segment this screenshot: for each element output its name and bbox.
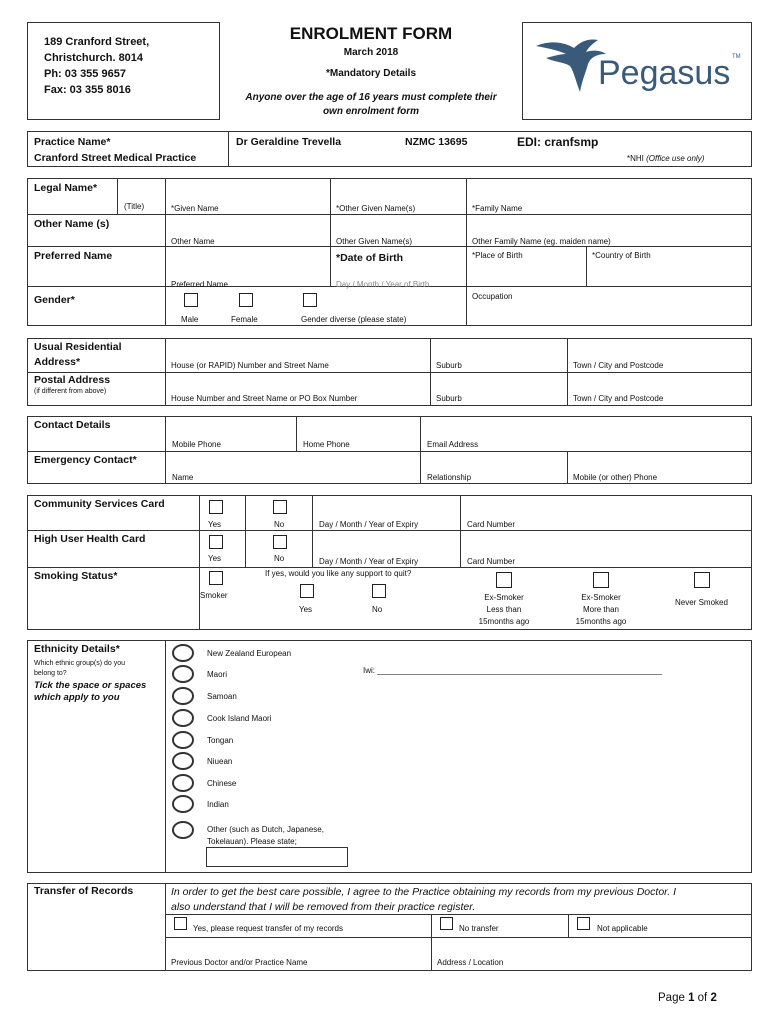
ethnicity-option-radio[interactable] xyxy=(172,644,194,662)
csc-yes-checkbox[interactable] xyxy=(209,500,223,514)
dob-field[interactable]: Day / Month / Year of Birth xyxy=(336,280,430,289)
page-of: of xyxy=(694,992,711,1004)
cards-row-line-2 xyxy=(27,567,752,568)
ethnicity-option-label: Chinese xyxy=(207,779,237,788)
page-total: 2 xyxy=(710,992,717,1004)
ethnicity-option-radio[interactable] xyxy=(172,687,194,705)
nzmc-number: NZMC 13695 xyxy=(405,136,468,148)
other-name-field[interactable]: Other Name xyxy=(171,237,215,246)
never-smoked-label: Never Smoked xyxy=(675,598,728,607)
postal-address-note: (if different from above) xyxy=(34,388,107,395)
ex-smoker-gt-label xyxy=(569,592,633,628)
transfer-yes-checkbox[interactable] xyxy=(174,917,187,930)
never-smoked-checkbox[interactable] xyxy=(694,572,710,588)
no-divider xyxy=(312,495,313,567)
email-divider xyxy=(420,416,421,484)
gender-diverse-label: Gender diverse (please state) xyxy=(301,315,407,324)
town-field[interactable]: Town / City and Postcode xyxy=(573,361,664,370)
address-line-1: 189 Cranford Street, xyxy=(44,36,150,48)
emergency-phone-field[interactable]: Mobile (or other) Phone xyxy=(573,473,658,482)
transfer-yes-label: Yes, please request transfer of my records xyxy=(193,924,343,933)
smoker-checkbox[interactable] xyxy=(209,571,223,585)
ethnicity-option-label: Samoan xyxy=(207,692,237,701)
huhc-yes-checkbox[interactable] xyxy=(209,535,223,549)
ethnicity-other-radio[interactable] xyxy=(172,821,194,839)
postal-house-field[interactable]: House Number and Street Name or PO Box Number xyxy=(171,394,358,403)
ethnicity-other-input[interactable] xyxy=(206,847,348,867)
page-current: 1 xyxy=(688,992,695,1004)
ethnicity-option-label: Cook Island Maori xyxy=(207,714,272,723)
address-line-3: Ph: 03 355 9657 xyxy=(44,68,126,80)
contact-details-label: Contact Details xyxy=(34,419,111,431)
cards-row-line-1 xyxy=(27,530,752,531)
transfer-opt-divider-2 xyxy=(568,914,569,937)
usual-address-line-2: Address* xyxy=(34,356,81,368)
contact-row-line xyxy=(27,451,752,452)
given-divider xyxy=(330,178,331,286)
previous-address-field[interactable]: Address / Location xyxy=(437,958,504,967)
ex-lt-line-2: Less than xyxy=(486,605,522,614)
family-name-field[interactable]: *Family Name xyxy=(472,204,523,213)
gender-label: Gender* xyxy=(34,294,75,306)
male-label: Male xyxy=(181,315,199,324)
huhc-card-number-field[interactable]: Card Number xyxy=(467,557,516,566)
transfer-na-label: Not applicable xyxy=(597,924,648,933)
ethnicity-option-radio[interactable] xyxy=(172,665,194,683)
csc-no-label: No xyxy=(274,520,285,529)
row-line-1 xyxy=(27,214,752,215)
ethnicity-option-label: New Zealand European xyxy=(207,649,292,658)
ethnicity-option-label: Tongan xyxy=(207,736,234,745)
ethnicity-option-radio[interactable] xyxy=(172,731,194,749)
ethnicity-option-radio[interactable] xyxy=(172,774,194,792)
form-title: ENROLMENT FORM xyxy=(289,24,453,43)
huhc-no-label: No xyxy=(274,554,285,563)
contact-divider xyxy=(165,416,166,484)
edi-code: EDI: cranfsmp xyxy=(517,135,599,149)
preferred-name-field[interactable]: Preferred Name xyxy=(171,280,228,289)
age-notice-line-2: own enrolment form xyxy=(322,106,420,117)
csc-no-checkbox[interactable] xyxy=(273,500,287,514)
ethnicity-question-line-2: belong to? xyxy=(34,670,67,677)
ethnicity-other-line-2: Tokelauan). Please state; xyxy=(207,837,297,846)
page-number xyxy=(658,992,717,1004)
ex-smoker-gt-checkbox[interactable] xyxy=(593,572,609,588)
logo-tm: TM xyxy=(732,54,741,60)
postal-address-label: Postal Address xyxy=(34,374,111,386)
ethnicity-option-label: Indian xyxy=(207,800,229,809)
transfer-text-line-2: also understand that I will be removed from their practice register. xyxy=(171,901,476,913)
preferred-name-label: Preferred Name xyxy=(34,250,113,262)
other-given-names-field[interactable]: *Other Given Name(s) xyxy=(336,204,416,213)
age-notice-line-1: Anyone over the age of 16 years must complete their xyxy=(245,92,497,103)
transfer-na-checkbox[interactable] xyxy=(577,917,590,930)
postal-suburb-field[interactable]: Suburb xyxy=(436,394,462,403)
huhc-label: High User Health Card xyxy=(34,533,146,545)
home-divider xyxy=(296,416,297,451)
country-of-birth-field[interactable]: *Country of Birth xyxy=(592,251,651,260)
ethnicity-other-label xyxy=(207,824,324,848)
iwi-field[interactable]: Iwi: ________________________________________________________________ xyxy=(363,666,662,675)
title-field[interactable]: (Title) xyxy=(124,202,145,211)
other-family-field[interactable]: Other Family Name (eg. maiden name) xyxy=(472,237,611,246)
transfer-no-label: No transfer xyxy=(459,924,499,933)
dob-label: *Date of Birth xyxy=(336,252,404,264)
address-line-4: Fax: 03 355 8016 xyxy=(44,84,131,96)
female-checkbox[interactable] xyxy=(239,293,253,307)
nhi-text: *NHI xyxy=(627,154,644,163)
ex-smoker-lt-checkbox[interactable] xyxy=(496,572,512,588)
country-divider xyxy=(586,246,587,286)
ethnicity-option-radio[interactable] xyxy=(172,709,194,727)
ethnicity-divider xyxy=(165,640,166,873)
ex-gt-line-2: More than xyxy=(582,605,620,614)
smoker-label: Smoker xyxy=(200,591,228,600)
ex-gt-line-3: 15months ago xyxy=(575,617,627,626)
ethnicity-label: Ethnicity Details* xyxy=(34,643,120,655)
quit-support-question: If yes, would you like any support to quit? xyxy=(265,569,412,578)
practice-name-value: Cranford Street Medical Practice xyxy=(34,152,197,164)
suburb-field[interactable]: Suburb xyxy=(436,361,462,370)
age-notice xyxy=(220,91,522,119)
ethnicity-instruction-line-2: which apply to you xyxy=(34,692,120,703)
csc-expiry-field[interactable]: Day / Month / Year of Expiry xyxy=(319,520,419,529)
yes-divider xyxy=(245,495,246,567)
cards-divider xyxy=(199,495,200,630)
legal-name-label: Legal Name* xyxy=(34,182,98,194)
emergency-contact-label: Emergency Contact* xyxy=(34,454,137,466)
personal-divider xyxy=(165,178,166,326)
huhc-yes-label: Yes xyxy=(208,554,222,563)
other-given-field[interactable]: Other Given Name(s) xyxy=(336,237,413,246)
ethnicity-option-radio[interactable] xyxy=(172,795,194,813)
quit-yes-checkbox[interactable] xyxy=(300,584,314,598)
email-field[interactable]: Email Address xyxy=(427,440,479,449)
nhi-label xyxy=(627,154,704,163)
transfer-opt-divider-1 xyxy=(431,914,432,971)
ethnicity-instruction-line-1: Tick the space or spaces xyxy=(34,680,147,691)
occupation-field[interactable]: Occupation xyxy=(472,292,513,301)
given-name-field[interactable]: *Given Name xyxy=(171,204,219,213)
logo-text: Pegasus xyxy=(598,54,731,92)
transfer-divider xyxy=(165,883,166,971)
postal-town-field[interactable]: Town / City and Postcode xyxy=(573,394,664,403)
ethnicity-question-line-1: Which ethnic group(s) do you xyxy=(34,660,126,667)
female-label: Female xyxy=(231,315,258,324)
usual-address-line-1: Usual Residential xyxy=(34,341,122,353)
ethnicity-other-line-1: Other (such as Dutch, Japanese, xyxy=(207,825,324,834)
ethnicity-option-label: Niuean xyxy=(207,757,233,766)
transfer-no-checkbox[interactable] xyxy=(440,917,453,930)
quit-yes-label: Yes xyxy=(299,605,313,614)
csc-label: Community Services Card xyxy=(34,498,165,510)
huhc-no-checkbox[interactable] xyxy=(273,535,287,549)
transfer-row-line-2 xyxy=(165,937,752,938)
ethnicity-option-label: Maori xyxy=(207,670,228,679)
previous-doctor-field[interactable]: Previous Doctor and/or Practice Name xyxy=(171,958,308,967)
place-of-birth-field[interactable]: *Place of Birth xyxy=(472,251,523,260)
ex-lt-line-1: Ex-Smoker xyxy=(484,593,524,602)
emergency-name-field[interactable]: Name xyxy=(172,473,194,482)
row-line-2 xyxy=(27,246,752,247)
form-date: March 2018 xyxy=(343,47,399,58)
ex-smoker-lt-label xyxy=(472,592,536,628)
other-names-label: Other Name (s) xyxy=(34,218,110,230)
ex-gt-line-1: Ex-Smoker xyxy=(581,593,621,602)
ethnicity-question xyxy=(34,659,125,679)
gender-diverse-checkbox[interactable] xyxy=(303,293,317,307)
quit-no-label: No xyxy=(372,605,383,614)
page-prefix: Page xyxy=(658,992,689,1004)
practice-address xyxy=(44,34,149,98)
csc-yes-label: Yes xyxy=(208,520,222,529)
ex-lt-line-3: 15months ago xyxy=(478,617,530,626)
male-checkbox[interactable] xyxy=(184,293,198,307)
address-row-line xyxy=(27,372,752,373)
home-phone-field[interactable]: Home Phone xyxy=(303,440,350,449)
practice-divider xyxy=(228,131,229,167)
nhi-note: (Office use only) xyxy=(646,154,705,163)
usual-address-label xyxy=(34,340,122,370)
house-field[interactable]: House (or RAPID) Number and Street Name xyxy=(171,361,329,370)
quit-no-checkbox[interactable] xyxy=(372,584,386,598)
mobile-phone-field[interactable]: Mobile Phone xyxy=(172,440,221,449)
practice-name-label: Practice Name* xyxy=(34,136,111,148)
pegasus-logo xyxy=(530,32,746,102)
csc-card-number-field[interactable]: Card Number xyxy=(467,520,516,529)
smoking-status-label: Smoking Status* xyxy=(34,570,118,582)
family-divider xyxy=(466,178,467,326)
huhc-expiry-field[interactable]: Day / Month / Year of Expiry xyxy=(319,557,419,566)
phone-divider xyxy=(567,451,568,484)
transfer-text-line-1: In order to get the best care possible, I agree to the Practice obtaining my records from my previous Doctor. I xyxy=(171,886,677,898)
doctor-name: Dr Geraldine Trevella xyxy=(236,136,342,148)
title-divider xyxy=(117,178,118,214)
transfer-label: Transfer of Records xyxy=(34,885,134,897)
mandatory-note: *Mandatory Details xyxy=(325,68,417,79)
expiry-divider xyxy=(460,495,461,567)
relationship-field[interactable]: Relationship xyxy=(427,473,472,482)
transfer-consent-text xyxy=(171,885,676,915)
ethnicity-option-radio[interactable] xyxy=(172,752,194,770)
ethnicity-instruction xyxy=(34,680,146,704)
address-line-2: Christchurch. 8014 xyxy=(44,52,144,64)
